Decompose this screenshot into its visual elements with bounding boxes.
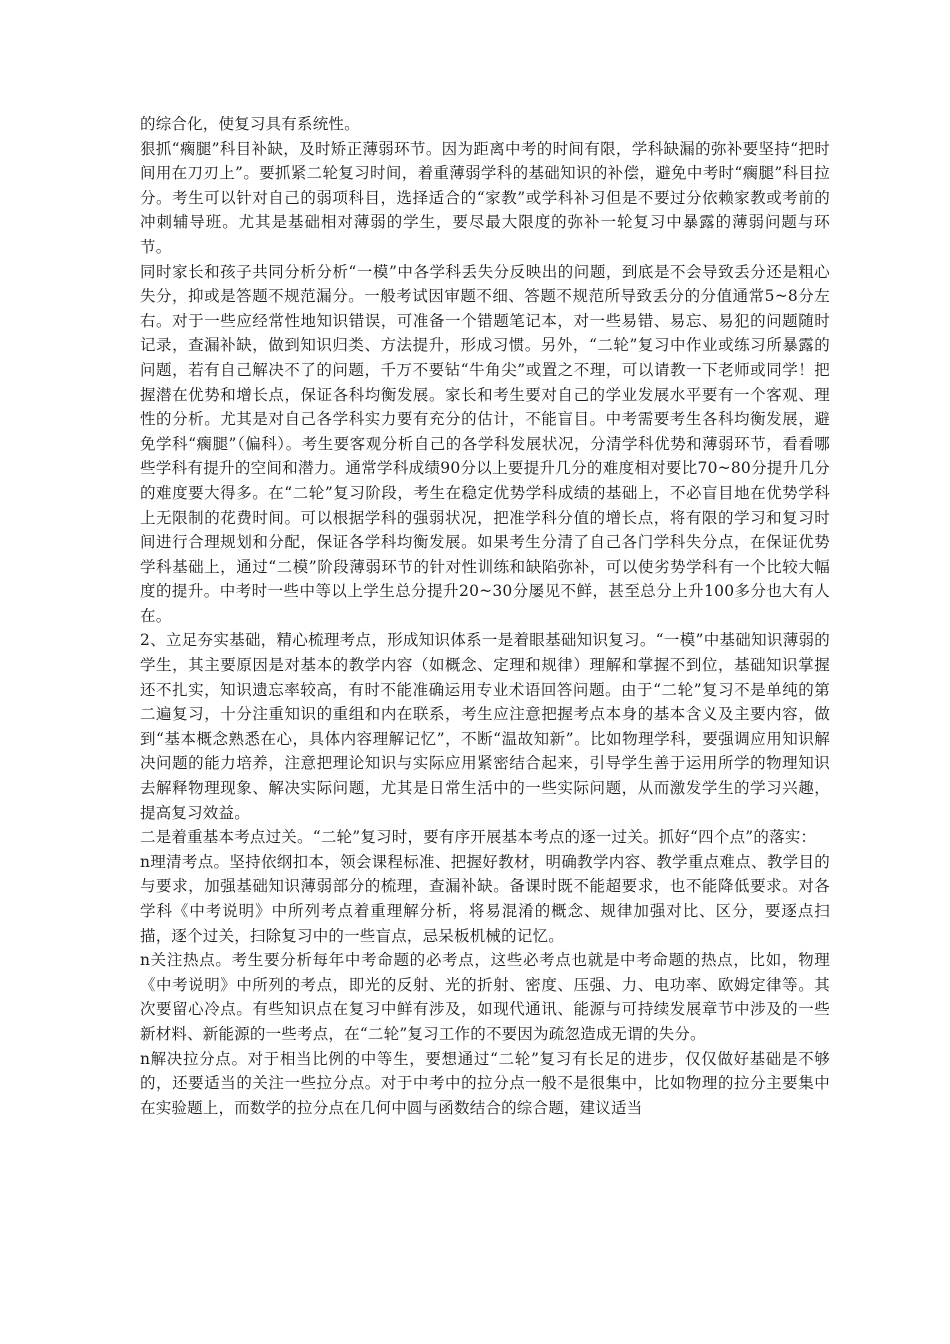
paragraph-key-points: 二是着重基本考点过关。“二轮”复习时，要有序开展基本考点的逐一过关。抓好“四个点”的落实： [140, 828, 817, 847]
paragraph-analysis: 同时家长和孩子共同分析分析“一模”中各学科丢失分反映出的问题，到底是不会导致丢分还是粗心失分，抑或是答题不规范漏分。一般考试因审题不细、答题不规范所导致丢分的分值通常5~8分左右。对于一些应经常性地知识错误，可准备一个错题笔记本，对一些易错、易忘、易犯的问题随时记录，查漏补缺，做到知识归类、方法提升，形成习惯。另外，“二轮”复习中作业或练习所暴露的问题，若有自己解决不了的问题，千万不要钻“牛角尖”或置之不理，可以请教一下老师或同学！把握潜在优势和增长点，保证各科均衡发展。家长和考生要对自己的学业发展水平要有一个客观、理性的分析。尤其是对自己各学科实力要有充分的估计，不能盲目。中考需要考生各科均衡发展，避免学科“瘸腿”（偏科）。考生要客观分析自己的各学科发展状况，分清学科优势和薄弱环节，看看哪些学科有提升的空间和潜力。通常学科成绩90分以上要提升几分的难度相对要比70~80分提升几分的难度要大得多。在“二轮”复习阶段，考生在稳定优势学科成绩的基础上，不必盲目地在优势学科上无限制的花费时间。可以根据学科的强弱状况，把准学科分值的增长点，将有限的学习和复习时间进行合理规划和分配，保证各学科均衡发展。如果考生分清了自己各门学科失分点，在保证优势学科基础上，通过“二模”阶段薄弱环节的针对性训练和缺陷弥补，可以使劣势学科有一个比较大幅度的提升。中考时一些中等以上学生总分提升20~30分屡见不鲜，甚至总分上升100多分也大有人在。 [140, 262, 830, 625]
document-body [140, 112, 830, 1120]
paragraph-weak-subjects: 狠抓“瘸腿”科目补缺，及时矫正薄弱环节。因为距离中考的时间有限，学科缺漏的弥补要坚持“把时间用在刀刃上”。要抓紧二轮复习时间，着重薄弱学科的基础知识的补偿，避免中考时“瘸腿”科目拉分。考生可以针对自己的弱项科目，选择适合的“家教”或学科补习但是不要过分依赖家教或考前的冲刺辅导班。尤其是基础相对薄弱的学生，要尽最大限度的弥补一轮复习中暴露的薄弱问题与环节。 [140, 139, 830, 256]
paragraph-foundation: 2、立足夯实基础，精心梳理考点，形成知识体系一是着眼基础知识复习。“一模”中基础知识薄弱的学生，其主要原因是对基本的教学内容（如概念、定理和规律）理解和掌握不到位，基础知识掌握还不扎实，知识遗忘率较高，有时不能准确运用专业术语回答问题。由于“二轮”复习不是单纯的第二遍复习，十分注重知识的重组和内在联系，考生应注意把握考点本身的基本含义及主要内容，做到“基本概念熟悉在心，具体内容理解记忆”，不断“温故知新”。比如物理学科，要强调应用知识解决问题的能力培养，注意把理论知识与实际应用紧密结合起来，引导学生善于运用所学的物理知识去解释物理现象、解决实际问题，尤其是日常生活中的一些实际问题，从而激发学生的学习兴趣，提高复习效益。 [140, 631, 830, 822]
paragraph-hot-points: n关注热点。考生要分析每年中考命题的必考点，这些必考点也就是中考命题的热点，比如，物理《中考说明》中所列的考点，即光的反射、光的折射、密度、压强、力、电功率、欧姆定律等。其次要留心冷点。有些知识点在复习中鲜有涉及，如现代通讯、能源与可持续发展章节中涉及的一些新材料、新能源的一些考点，在“二轮”复习工作的不要因为疏忽造成无谓的失分。 [140, 951, 830, 1043]
paragraph-intro-fragment: 的综合化，使复习具有系统性。 [140, 115, 360, 133]
paragraph-clarify-points: n理清考点。坚持依纲扣本，领会课程标准、把握好教材，明确教学内容、教学重点难点、教学目的与要求，加强基础知识薄弱部分的梳理，查漏补缺。备课时既不能超要求，也不能降低要求。对各学科《中考说明》中所列考点着重理解分析，将易混淆的概念、规律加强对比、区分，要逐点扫描，逐个过关，扫除复习中的一些盲点，忌呆板机械的记忆。 [140, 852, 830, 945]
paragraph-difficult-points: n解决拉分点。对于相当比例的中等生，要想通过“二轮”复习有长足的进步，仅仅做好基础是不够的，还要适当的关注一些拉分点。对于中考中的拉分点一般不是很集中，比如物理的拉分主要集中在实验题上，而数学的拉分点在几何中圆与函数结合的综合题，建议适当 [140, 1049, 830, 1117]
